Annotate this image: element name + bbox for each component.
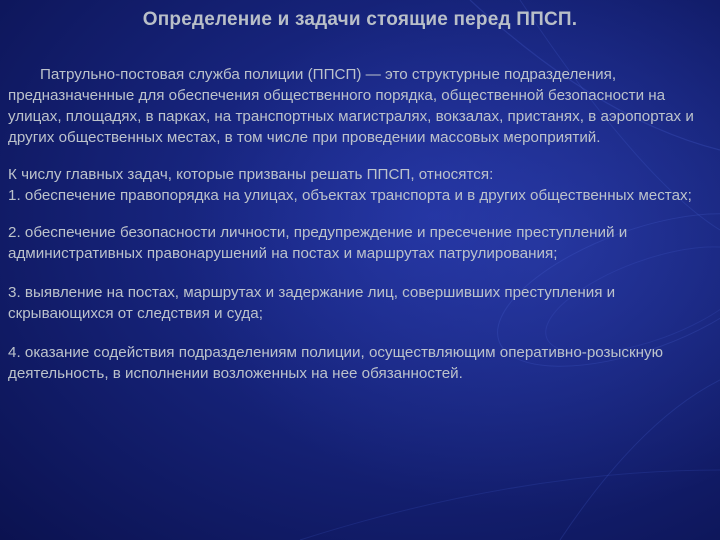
definition-paragraph: Патрульно-постовая служба полиции (ППСП) — это структурные подразделения, предназначенные для обеспечения общественного порядка, общественной безопасности на улицах, площадях, в парках, на транспортных магистралях, вокзалах, пристанях, в аэропортах и других общественных местах, в том числе при проведении массовых мероприятий. <box>8 66 694 146</box>
slide-title: Определение и задачи стоящие перед ППСП. <box>142 9 578 30</box>
task-item-3: 3. выявление на постах, маршрутах и задержание лиц, совершивших преступления и скрывающихся от следствия и суда; <box>8 284 616 322</box>
task-item-1: 1. обеспечение правопорядка на улицах, объектах транспорта и в других общественных местах; <box>8 187 692 204</box>
tasks-intro: К числу главных задач, которые призваны решать ППСП, относятся: <box>8 166 494 183</box>
slide-body <box>8 64 710 384</box>
task-item-2: 2. обеспечение безопасности личности, предупреждение и пресечение преступлений и административных правонарушений на постах и маршрутах патрулирования; <box>8 224 628 262</box>
task-item-4: 4. оказание содействия подразделениям полиции, осуществляющим оперативно-розыскную деятельность, в исполнении возложенных на нее обязанностей. <box>8 344 664 382</box>
